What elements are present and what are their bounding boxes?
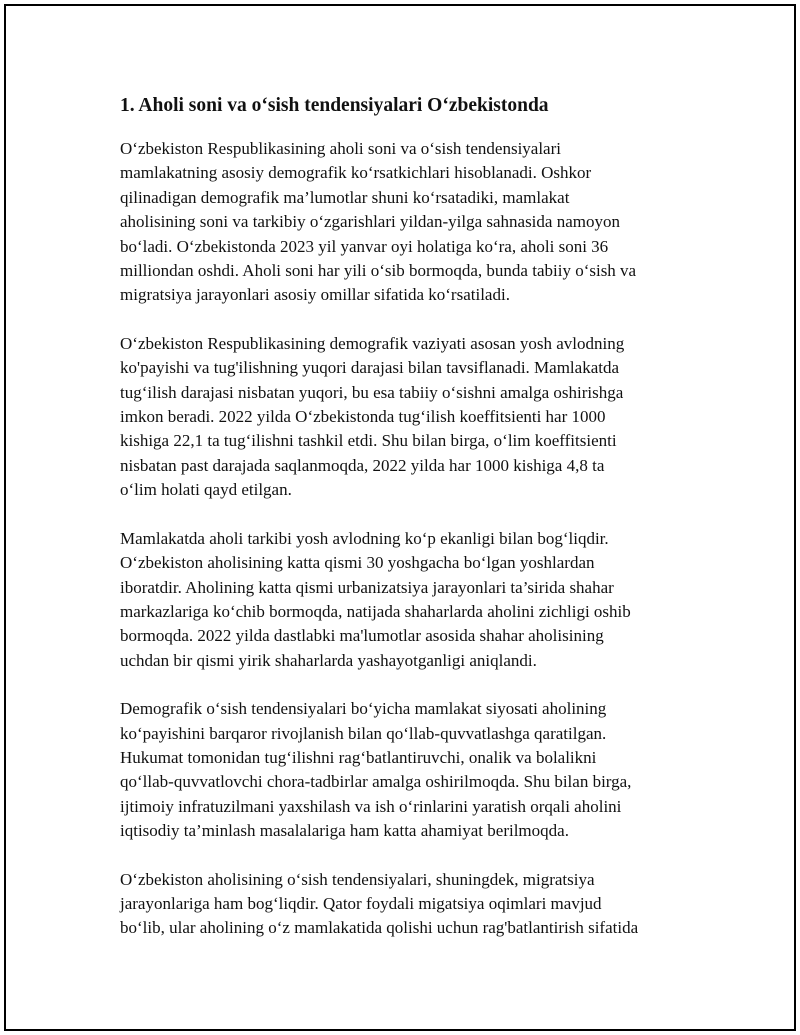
text-line: nisbatan past darajada saqlanmoqda, 2022 yilda har 1000 kishiga 4,8 ta bbox=[120, 455, 605, 475]
paragraph-list bbox=[120, 137, 695, 941]
text-line: O‘zbekiston Respublikasining aholi soni va o‘sish tendensiyalari bbox=[120, 139, 561, 158]
document-body bbox=[120, 92, 695, 965]
document-page bbox=[4, 4, 796, 1031]
text-line: Mamlakatda aholi tarkibi yosh avlodning ko‘p ekanligi bilan bog‘liqdir. bbox=[120, 528, 609, 548]
text-line: ko'payishi va tug'ilishning yuqori darajasi bilan tavsiflanadi. Mamlakatda bbox=[120, 358, 620, 378]
text-line: bo‘lib, ular aholining o‘z mamlakatida qolishi uchun rag'batlantirish sifatida bbox=[120, 918, 639, 938]
text-line: mamlakatning asosiy demografik ko‘rsatkichlari hisoblanadi. Oshkor bbox=[120, 163, 592, 183]
text-line: Hukumat tomonidan tug‘ilishni rag‘batlantiruvchi, onalik va bolalikni bbox=[120, 747, 597, 767]
paragraph bbox=[120, 527, 695, 673]
text-line: qilinadigan demografik ma’lumotlar shuni ko‘rsatadiki, mamlakat bbox=[120, 187, 570, 207]
text-line: migratsiya jarayonlari asosiy omillar sifatida ko‘rsatiladi. bbox=[120, 285, 510, 305]
text-line: Demografik o‘sish tendensiyalari bo‘yicha mamlakat siyosati aholining bbox=[120, 699, 607, 719]
text-line: imkon beradi. 2022 yilda O‘zbekistonda tug‘ilish koeffitsienti har 1000 bbox=[120, 407, 606, 427]
text-line: O‘zbekiston aholisining katta qismi 30 yoshgacha bo‘lgan yoshlardan bbox=[120, 553, 595, 573]
text-line: markazlariga ko‘chib bormoqda, natijada shaharlarda aholini zichligi oshib bbox=[120, 601, 631, 621]
text-line: O‘zbekiston aholisining o‘sish tendensiyalari, shuningdek, migratsiya bbox=[120, 869, 595, 889]
text-line: qo‘llab-quvvatlovchi chora-tadbirlar amalga oshirilmoqda. Shu bilan birga, bbox=[120, 772, 632, 792]
text-line: bormoqda. 2022 yilda dastlabki ma'lumotlar asosida shahar aholisining bbox=[120, 626, 604, 646]
paragraph bbox=[120, 697, 695, 843]
paragraph bbox=[120, 332, 695, 503]
text-line: iqtisodiy ta’minlash masalalariga ham katta ahamiyat berilmoqda. bbox=[120, 821, 569, 841]
text-line: uchdan bir qismi yirik shaharlarda yashayotganligi aniqlandi. bbox=[120, 650, 537, 670]
text-line: jarayonlariga ham bog‘liqdir. Qator foydali migatsiya oqimlari mavjud bbox=[120, 893, 602, 913]
paragraph bbox=[120, 137, 695, 308]
section-heading: 1. Aholi soni va o‘sish tendensiyalari O‘zbekistonda bbox=[120, 95, 549, 116]
text-line: ijtimoiy infratuzilmani yaxshilash va ish o‘rinlarini yaratish orqali aholini bbox=[120, 796, 622, 816]
text-line: o‘lim holati qayd etilgan. bbox=[120, 480, 292, 500]
text-line: aholisining soni va tarkibiy o‘zgarishlari yildan-yilga sahnasida namoyon bbox=[120, 212, 620, 232]
text-line: milliondan oshdi. Aholi soni har yili o‘sib bormoqda, bunda tabiiy o‘sish va bbox=[120, 261, 637, 281]
text-line: kishiga 22,1 ta tug‘ilishni tashkil etdi. Shu bilan birga, o‘lim koeffitsienti bbox=[120, 431, 617, 451]
text-line: bo‘ladi. O‘zbekistonda 2023 yil yanvar oyi holatiga ko‘ra, aholi soni 36 bbox=[120, 236, 609, 256]
text-line: iboratdir. Aholining katta qismi urbanizatsiya jarayonlari ta’sirida shahar bbox=[120, 577, 614, 597]
text-line: ko‘payishini barqaror rivojlanish bilan qo‘llab-quvvatlashga qaratilgan. bbox=[120, 723, 607, 743]
text-line: O‘zbekiston Respublikasining demografik vaziyati asosan yosh avlodning bbox=[120, 333, 625, 353]
paragraph bbox=[120, 868, 695, 941]
text-line: tug‘ilish darajasi nisbatan yuqori, bu esa tabiiy o‘sishni amalga oshirishga bbox=[120, 382, 624, 402]
